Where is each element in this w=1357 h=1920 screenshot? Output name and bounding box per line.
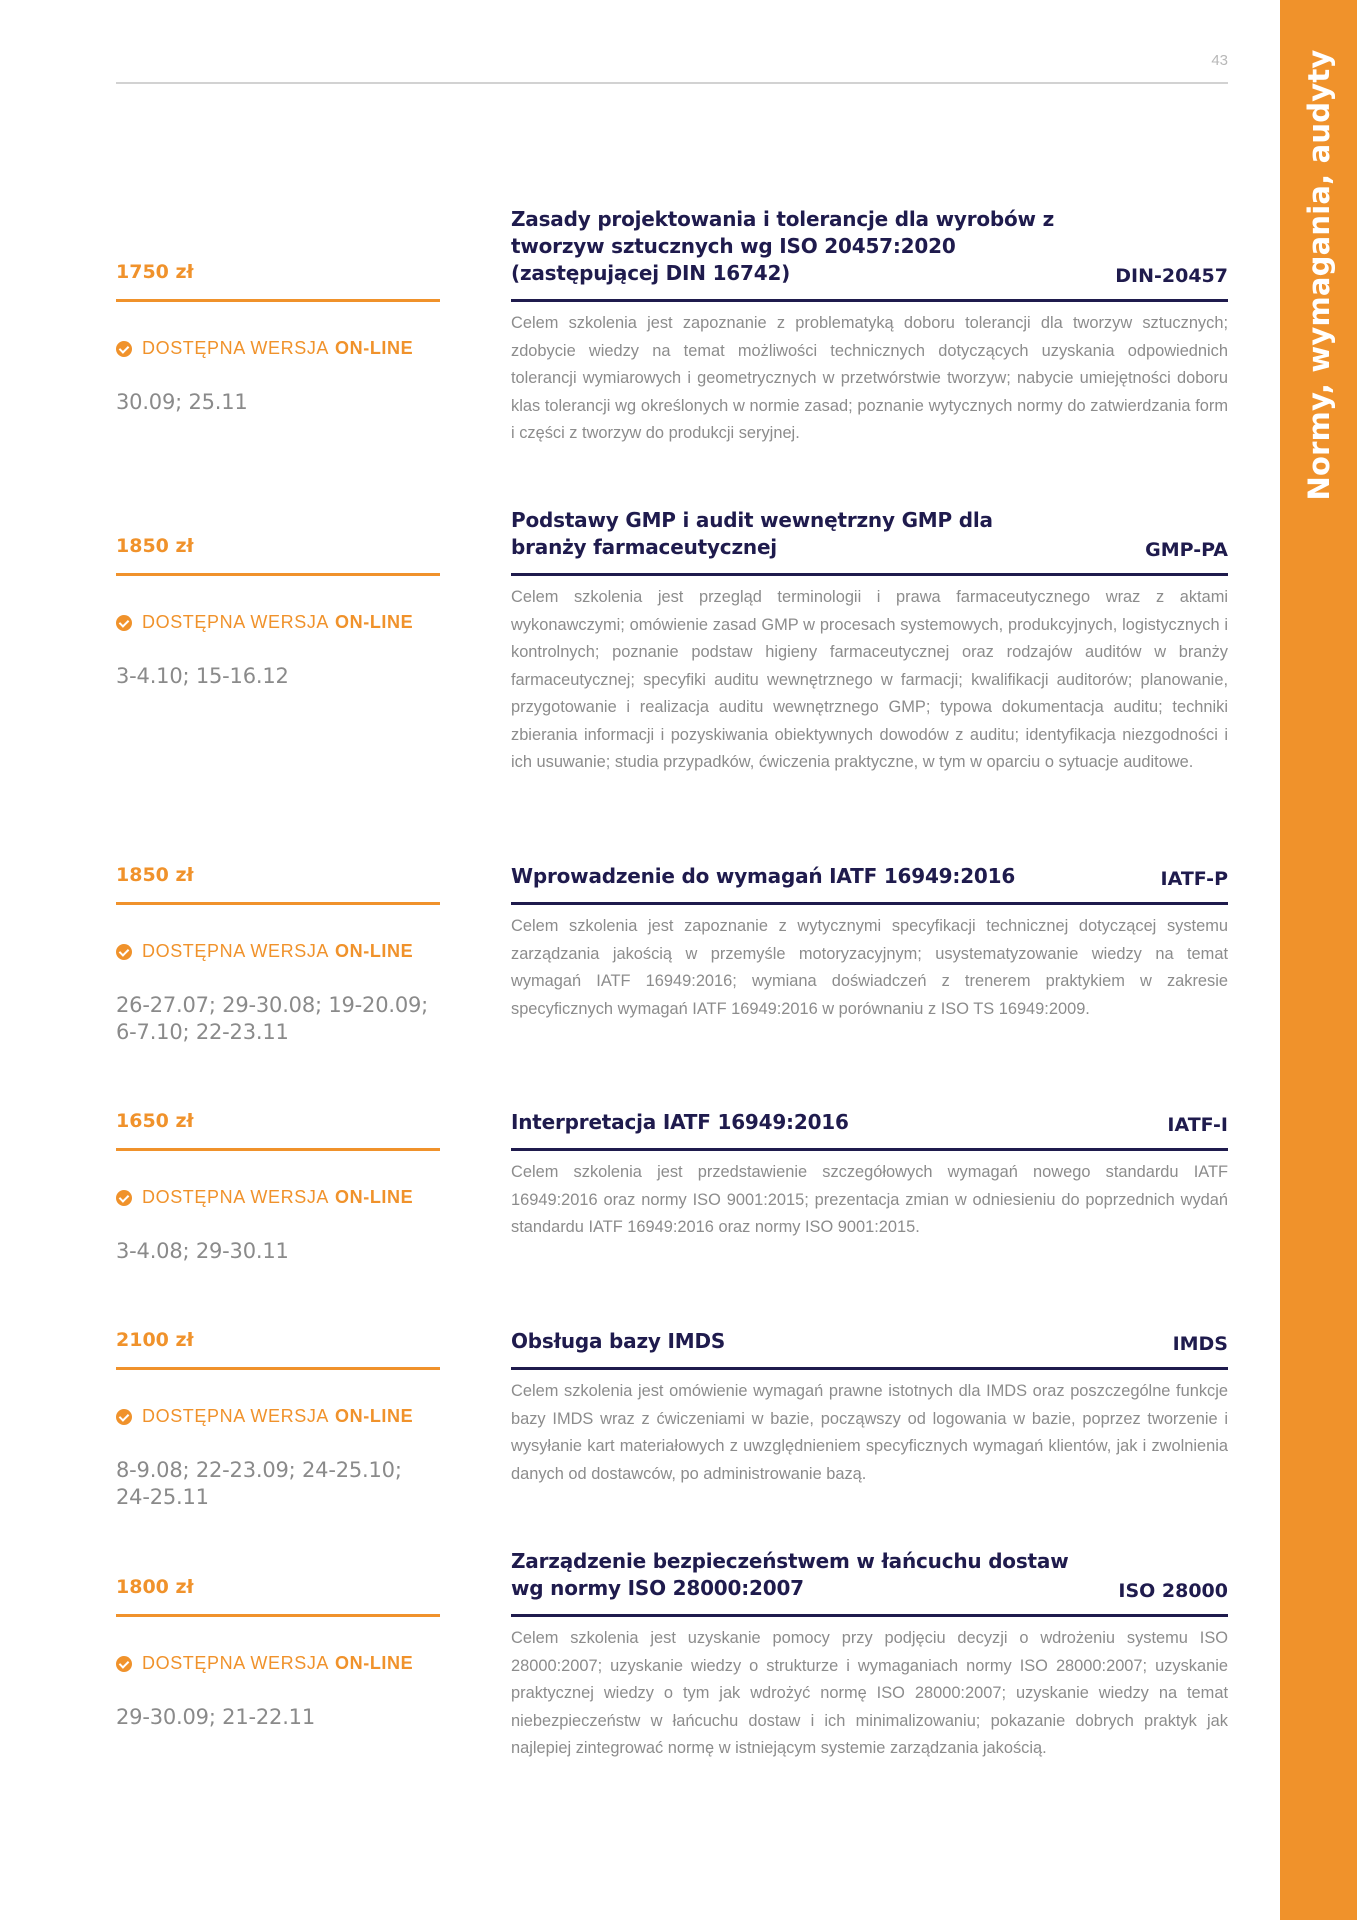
- check-circle-icon: [116, 615, 132, 631]
- course-code: IATF-I: [1167, 1114, 1228, 1136]
- price-block: [116, 196, 440, 302]
- online-badge: [116, 1187, 413, 1208]
- course-title: Obsługa bazy IMDS: [511, 1329, 726, 1353]
- online-badge: [116, 1406, 413, 1427]
- online-label-strong: ON-LINE: [335, 338, 414, 358]
- online-label-strong: ON-LINE: [335, 1406, 414, 1426]
- online-label: DOSTĘPNA WERSJA: [142, 612, 330, 632]
- course-code: IATF-P: [1160, 868, 1228, 890]
- online-label: DOSTĘPNA WERSJA: [142, 1406, 330, 1426]
- online-badge: [116, 1653, 413, 1674]
- course-code: ISO 28000: [1118, 1580, 1228, 1602]
- course-title: Wprowadzenie do wymagań IATF 16949:2016: [511, 864, 1016, 888]
- course-price: 1750 zł: [116, 261, 194, 283]
- check-circle-icon: [116, 1409, 132, 1425]
- online-label-strong: ON-LINE: [335, 612, 414, 632]
- course-title: Podstawy GMP i audit wewnętrzny GMP dla branży farmaceutycznej: [511, 508, 993, 559]
- price-block: [116, 1538, 440, 1617]
- course-description: Celem szkolenia jest zapoznanie z problematyką doboru tolerancji dla tworzyw sztucznych; zdobycie wiedzy na temat możliwości technicznych dotyczących uzyskania odpowiednich tolerancji wymiarowych i geometrycznych w przetwórstwie tworzyw; nabycie umiejętności doboru klas tolerancji wg określonych w normie zasad; poznanie wytycznych normy do zatwierdzania form i części z tworzyw do produkcji seryjnej.: [511, 314, 1228, 442]
- course-title: Zarządzenie bezpieczeństwem w łańcuchu dostaw wg normy ISO 28000:2007: [511, 1549, 1069, 1600]
- check-circle-icon: [116, 944, 132, 960]
- course-description: Celem szkolenia jest przedstawienie szczegółowych wymagań nowego standardu IATF 16949:2016 oraz normy ISO 9001:2015; prezentacja zmian w odniesieniu do poprzednich wydań standardu IATF 16949:2016 oraz normy ISO 9001:2015.: [511, 1163, 1228, 1236]
- header-divider: [116, 82, 1228, 84]
- online-label: DOSTĘPNA WERSJA: [142, 338, 330, 358]
- online-label: DOSTĘPNA WERSJA: [142, 1187, 330, 1207]
- course-price: 1850 zł: [116, 864, 194, 886]
- course-description: Celem szkolenia jest przegląd terminologii i prawa farmaceutycznego wraz z aktami wykonawczymi; omówienie zasad GMP w procesach systemowych, produkcyjnych, logistycznych i kontrolnych; poznanie podstaw higieny farmaceutycznej oraz rodzajów auditów w branży farmaceutycznej; specyfiki auditu wewnętrznego w farmacji; kwalifikacji auditorów; planowanie, przygotowanie i realizacja auditu wewnętrznego GMP; typowa dokumentacja auditu; techniki zbierania informacji i pozyskiwania obiektywnych dowodów z auditu; identyfikacja niezgodności i ich usuwanie; studia przypadków, ćwiczenia praktyczne, w tym w oparciu o sytuacje auditowe.: [511, 588, 1228, 771]
- course-heading: [511, 1538, 1228, 1617]
- online-label-strong: ON-LINE: [335, 1653, 414, 1673]
- online-badge: [116, 338, 413, 359]
- check-circle-icon: [116, 1190, 132, 1206]
- course-dates: 3-4.08; 29-30.11: [116, 1239, 289, 1263]
- course-dates: 8-9.08; 22-23.09; 24-25.10; 24-25.11: [116, 1458, 402, 1509]
- course-dates: 3-4.10; 15-16.12: [116, 664, 289, 688]
- course-price: 2100 zł: [116, 1329, 194, 1351]
- check-circle-icon: [116, 341, 132, 357]
- course-title: Interpretacja IATF 16949:2016: [511, 1110, 849, 1134]
- course-description: Celem szkolenia jest uzyskanie pomocy przy podjęciu decyzji o wdrożeniu systemu ISO 28000:2007; uzyskanie wiedzy o strukturze i wymaganiach normy ISO 28000:2007; uzyskanie praktycznej wiedzy o tym jak wdrożyć normę ISO 28000:2007; uzyskanie wiedzy na temat niebezpieczeństw w łańcuchu dostaw i ich minimalizowaniu; pokazanie dobrych praktyk jak najlepiej zintegrować normę w istniejącym systemie zarządzania jakością.: [511, 1629, 1228, 1757]
- course-description: Celem szkolenia jest zapoznanie z wytycznymi specyfikacji technicznej dotyczącej systemu zarządzania jakością w przemyśle motoryzacyjnym; usystematyzowanie wiedzy na temat wymagań IATF 16949:2016; wymiana doświadczeń z trenerem praktykiem w zakresie specyficznych wymagań IATF 16949:2016 w porównaniu z ISO TS 16949:2009.: [511, 917, 1228, 1018]
- page-number: 43: [1211, 52, 1228, 69]
- price-block: [116, 1319, 440, 1370]
- course-code: DIN-20457: [1115, 265, 1228, 287]
- course-heading: [511, 854, 1228, 905]
- online-label-strong: ON-LINE: [335, 941, 414, 961]
- course-title: Zasady projektowania i tolerancje dla wyrobów z tworzyw sztucznych wg ISO 20457:2020 (zastępującej DIN 16742): [511, 207, 1055, 285]
- course-code: GMP-PA: [1145, 539, 1228, 561]
- price-block: [116, 854, 440, 905]
- online-badge: [116, 612, 413, 633]
- course-heading: [511, 498, 1228, 576]
- course-dates: 29-30.09; 21-22.11: [116, 1705, 315, 1729]
- course-description: Celem szkolenia jest omówienie wymagań prawne istotnych dla IMDS oraz poszczególne funkcje bazy IMDS wraz z ćwiczeniami w bazie, począwszy od logowania w bazie, poprzez tworzenie i wysyłanie kart materiałowych z uwzględnieniem specyficznych wymagań klientów, jak i zwolnienia danych od dostawców, po administrowanie bazą.: [511, 1382, 1228, 1483]
- online-badge: [116, 941, 413, 962]
- check-circle-icon: [116, 1656, 132, 1672]
- course-price: 1800 zł: [116, 1576, 194, 1598]
- course-heading: [511, 1319, 1228, 1370]
- course-heading: [511, 1100, 1228, 1151]
- course-code: IMDS: [1172, 1333, 1228, 1355]
- course-price: 1650 zł: [116, 1110, 194, 1132]
- course-price: 1850 zł: [116, 535, 194, 557]
- course-dates: 30.09; 25.11: [116, 390, 248, 414]
- price-block: [116, 498, 440, 576]
- online-label: DOSTĘPNA WERSJA: [142, 941, 330, 961]
- course-dates: 26-27.07; 29-30.08; 19-20.09; 6-7.10; 22-23.11: [116, 993, 429, 1044]
- price-block: [116, 1100, 440, 1151]
- course-heading: [511, 196, 1228, 302]
- online-label: DOSTĘPNA WERSJA: [142, 1653, 330, 1673]
- online-label-strong: ON-LINE: [335, 1187, 414, 1207]
- section-side-tab: [1280, 0, 1357, 1920]
- section-title: Normy, wymagania, audyty: [1301, 49, 1336, 501]
